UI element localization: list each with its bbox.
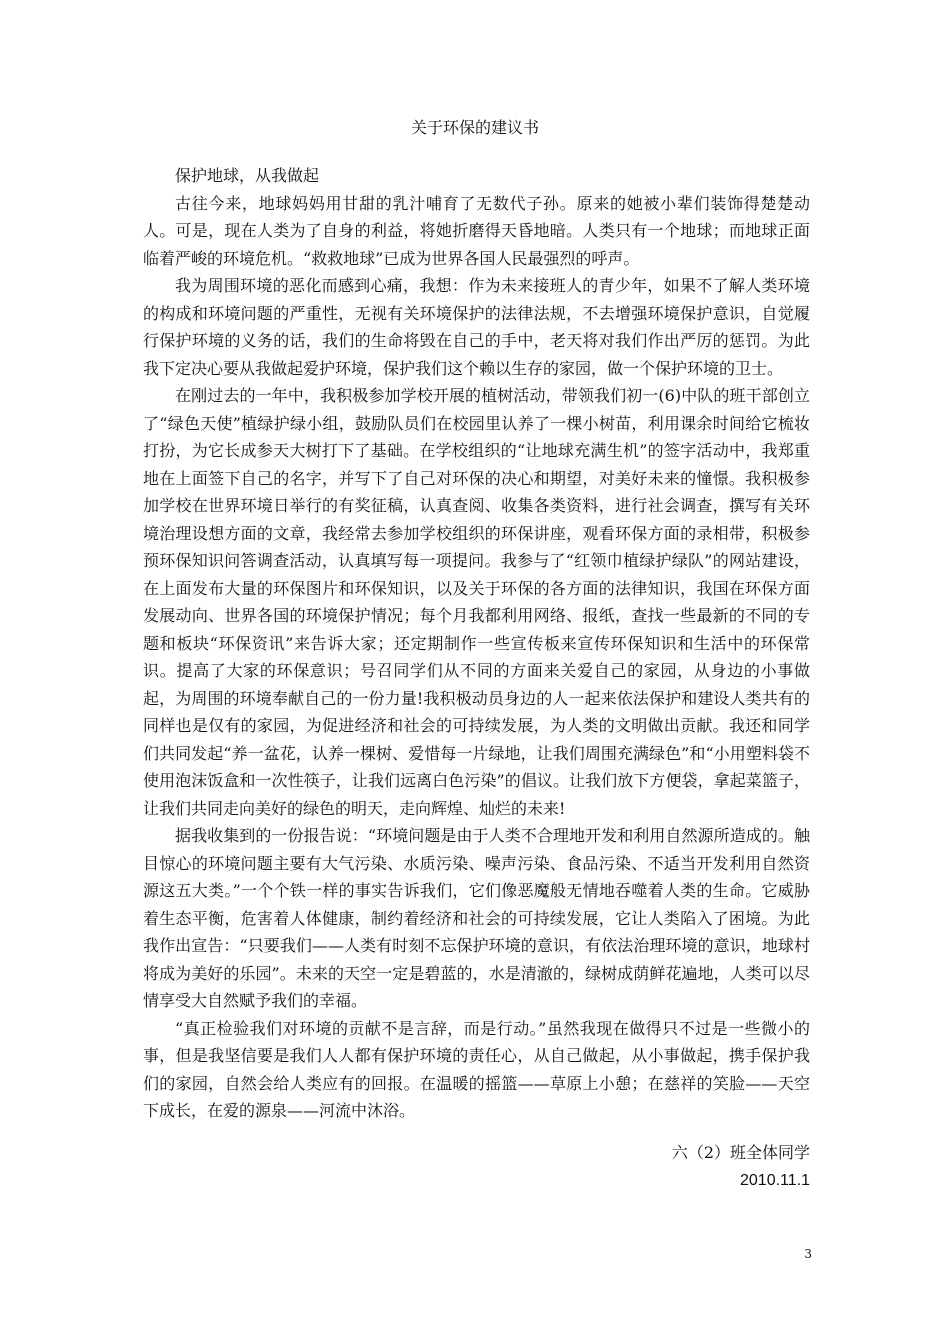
paragraph-1: 古往今来，地球妈妈用甘甜的乳汁哺育了无数代子孙。原来的她被小辈们装饰得楚楚动人。可是，现在人类为了自身的利益，将她折磨得天昏地暗。人类只有一个地球；而地球正面临着严峻的环境危机。“救救地球”已成为世界各国人民最强烈的呼声。 [143, 193, 810, 268]
document-title: 关于环保的建议书 [410, 118, 539, 137]
paragraph-4: 据我收集到的一份报告说：“环境问题是由于人类不合理地开发和利用自然源所造成的。触目惊心的环境问题主要有大气污染、水质污染、噪声污染、食品污染、不适当开发利用自然资源这五大类。”一个个铁一样的事实告诉我们，它们像恶魔般无情地吞噬着人类的生命。它威胁着生态平衡，危害着人体健康，制约着经济和社会的可持续发展，它让人类陷入了困境。为此我作出宣告：“只要我们——人类有时刻不忘保护环境的意识，有依法治理环境的意识，地球村将成为美好的乐园”。未来的天空一定是碧蓝的，水是清澈的，绿树成荫鲜花遍地，人类可以尽情享受大自然赋予我们的幸福。 [143, 826, 810, 1010]
document-body [143, 162, 810, 1125]
signature: 六（2）班全体同学 [671, 1143, 810, 1162]
page-number: 3 [804, 1247, 812, 1261]
paragraph-3: 在刚过去的一年中，我积极参加学校开展的植树活动，带领我们初一(6)中队的班干部创立了“绿色天使”植绿护绿小组，鼓励队员们在校园里认养了一棵小树苗，利用课余时间给它梳妆打扮，为它长成参天大树打下了基础。在学校组织的“让地球充满生机”的签字活动中，我郑重地在上面签下自己的名字，并写下了自己对环保的决心和期望，对美好未来的憧憬。我积极参加学校在世界环境日举行的有奖征稿，认真查阅、收集各类资料，进行社会调查，撰写有关环境治理设想方面的文章，我经常去参加学校组织的环保讲座，观看环保方面的录相带，积极参预环保知识问答调查活动，认真填写每一项提问。我参与了“红领巾植绿护绿队”的网站建设，在上面发布大量的环保图片和环保知识，以及关于环保的各方面的法律知识，我国在环保方面发展动向、世界各国的环境保护情况；每个月我都利用网络、报纸，查找一些最新的不同的专题和板块“环保资讯”来告诉大家；还定期制作一些宣传板来宣传环保知识和生活中的环保常识。提高了大家的环保意识；号召同学们从不同的方面来关爱自己的家园，从身边的小事做起，为周围的环境奉献自己的一份力量!我积极动员身边的人一起来依法保护和建设人类共有的同样也是仅有的家园，为促进经济和社会的可持续发展，为人类的文明做出贡献。我还和同学们共同发起“养一盆花，认养一棵树、爱惜每一片绿地，让我们周围充满绿色”和“小用塑料袋不使用泡沫饭盒和一次性筷子，让我们远离白色污染”的倡议。让我们放下方便袋，拿起菜篮子，让我们共同走向美好的绿色的明天，走向辉煌、灿烂的未来! [143, 386, 810, 818]
subtitle-paragraph: 保护地球，从我做起 [175, 166, 320, 185]
signature-date: 2010.11.1 [740, 1172, 810, 1189]
paragraph-5: “真正检验我们对环境的贡献不是言辞，而是行动。”虽然我现在做得只不过是一些微小的事，但是我坚信要是我们人人都有保护环境的责任心，从自己做起，从小事做起，携手保护我们的家园，自然会给人类应有的回报。在温暖的摇篮——草原上小憩；在慈祥的笑脸——天空下成长，在爱的源泉——河流中沐浴。 [143, 1018, 810, 1120]
paragraph-2: 我为周围环境的恶化而感到心痛，我想：作为未来接班人的青少年，如果不了解人类环境的构成和环境问题的严重性，无视有关环境保护的法律法规，不去增强环境保护意识，自觉履行保护环境的义务的话，我们的生命将毁在自己的手中，老天将对我们作出严厉的惩罚。为此我下定决心要从我做起爱护环境，保护我们这个赖以生存的家园，做一个保护环境的卫士。 [143, 276, 810, 378]
